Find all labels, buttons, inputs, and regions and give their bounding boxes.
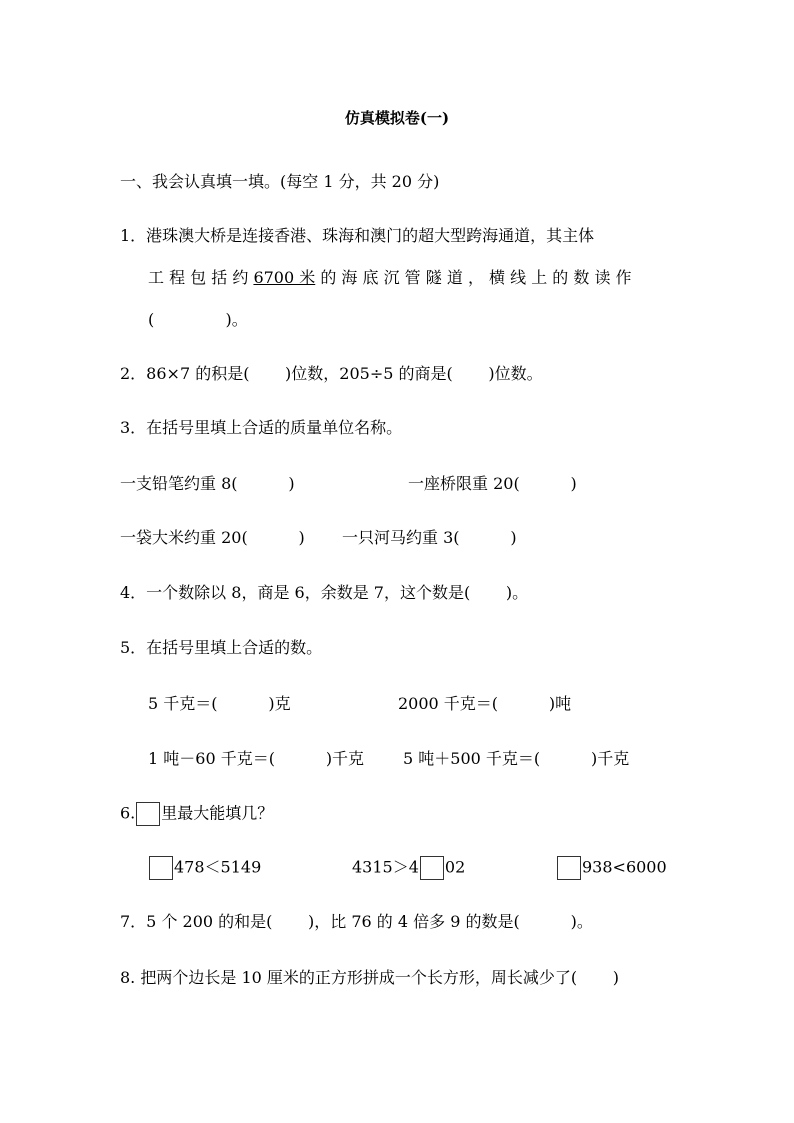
- question-7: 7．5 个 200 的和是( )，比 76 的 4 倍多 9 的数是( )。: [120, 912, 593, 931]
- question-1-line-1: 1．港珠澳大桥是连接香港、珠海和澳门的超大型跨海通道，其主体: [120, 226, 595, 245]
- question-8: 8. 把两个边长是 10 厘米的正方形拼成一个长方形，周长减少了( ): [120, 968, 619, 987]
- question-3-item-a[interactable]: 一支铅笔约重 8( ): [120, 474, 295, 493]
- question-4: 4．一个数除以 8，商是 6，余数是 7，这个数是( )。: [120, 583, 529, 602]
- q6-stem-text: 里最大能填几？: [161, 803, 274, 823]
- question-3-item-b[interactable]: 一座桥限重 20( ): [408, 474, 577, 493]
- q1-text-b: 的 海 底 沉 管 隧 道 ， 横 线 上 的 数 读 作: [315, 268, 632, 287]
- question-6-stem: [120, 802, 273, 826]
- q6-b-prefix: 4315＞4: [352, 857, 419, 877]
- question-3-stem: 3．在括号里填上合适的质量单位名称。: [120, 418, 403, 437]
- q6-a-text: 478＜5149: [174, 857, 262, 877]
- q1-text-a: 工 程 包 括 约: [148, 268, 254, 287]
- empty-box-icon: [136, 802, 160, 826]
- question-5-item-b[interactable]: 2000 千克＝( )吨: [398, 694, 572, 713]
- answer-box[interactable]: [557, 856, 581, 880]
- question-6-item-a: [148, 856, 261, 880]
- answer-box[interactable]: [149, 856, 173, 880]
- question-5-item-a[interactable]: 5 千克＝( )克: [148, 694, 291, 713]
- question-2: 2．86×7 的积是( )位数，205÷5 的商是( )位数。: [120, 364, 543, 383]
- q6-c-text: 938<6000: [582, 857, 667, 877]
- answer-box[interactable]: [420, 856, 444, 880]
- question-6-item-b: [352, 856, 465, 880]
- question-6-item-c: [556, 856, 667, 880]
- question-3-item-c[interactable]: 一袋大米约重 20( ): [120, 528, 305, 547]
- question-1-line-2: [148, 268, 632, 288]
- q6-number: 6.: [120, 803, 136, 823]
- q1-underlined-number: 6700 米: [253, 268, 316, 287]
- question-3-item-d[interactable]: 一只河马约重 3( ): [342, 528, 517, 547]
- question-1-answer-blank[interactable]: ( )。: [148, 310, 248, 329]
- question-5-item-d[interactable]: 5 吨＋500 千克＝( )千克: [403, 749, 630, 768]
- question-5-stem: 5．在括号里填上合适的数。: [120, 638, 323, 657]
- question-5-item-c[interactable]: 1 吨－60 千克＝( )千克: [148, 749, 365, 768]
- page-title: 仿真模拟卷(一): [344, 109, 450, 127]
- section-heading: 一、我会认真填一填。(每空 1 分，共 20 分): [120, 172, 440, 191]
- q6-b-suffix: 02: [444, 857, 466, 877]
